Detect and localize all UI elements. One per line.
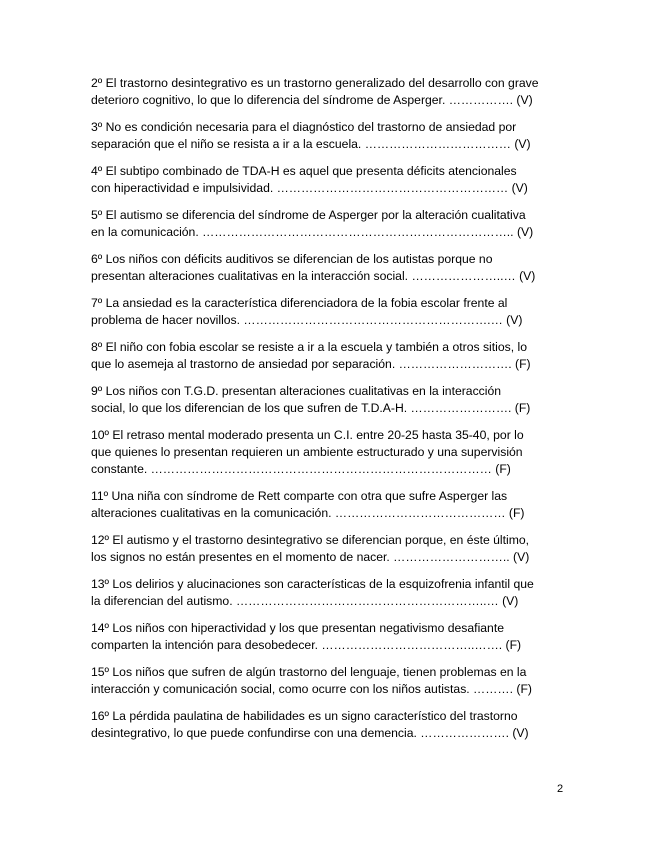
statement-item: [91, 576, 561, 610]
statement-item: [91, 163, 561, 197]
statement-line: problema de hacer novillos. …………………………………………………….… (V): [91, 313, 523, 327]
statement-line: 7º La ansiedad es la característica diferenciadora de la fobia escolar frente al: [91, 296, 508, 310]
statement-item: [91, 664, 561, 698]
statement-line: 12º El autismo y el trastorno desintegrativo se diferencian porque, en éste último,: [91, 533, 530, 547]
statement-item: [91, 295, 561, 329]
statement-line: interacción y comunicación social, como ocurre con los niños autistas. ………. (F): [91, 682, 532, 696]
statement-item: [91, 75, 561, 109]
statement-line: la diferencian del autismo. ……………………………………………………..… (V): [91, 594, 519, 608]
statement-item: [91, 532, 561, 566]
statement-line: deterioro cognitivo, lo que lo diferencia del síndrome de Asperger. ……………. (V): [91, 93, 533, 107]
statement-line: 13º Los delirios y alucinaciones son características de la esquizofrenia infantil que: [91, 577, 534, 591]
statement-item: [91, 708, 561, 742]
statement-line: 5º El autismo se diferencia del síndrome de Asperger por la alteración cualitativa: [91, 208, 526, 222]
statement-line: 6º Los niños con déficits auditivos se diferencian de los autistas porque no: [91, 252, 493, 266]
statement-line: 11º Una niña con síndrome de Rett comparte con otra que sufre Asperger las: [91, 489, 508, 503]
statement-item: [91, 119, 561, 153]
statement-line: 8º El niño con fobia escolar se resiste a ir a la escuela y también a otros sitios, lo: [91, 340, 527, 354]
statement-line: 3º No es condición necesaria para el diagnóstico del trastorno de ansiedad por: [91, 120, 517, 134]
statement-line: que quienes lo presentan requieren un ambiente estructurado y una supervisión: [91, 445, 523, 459]
statement-line: social, lo que los diferencian de los que sufren de T.D.A-H. ……………………. (F): [91, 401, 531, 415]
statement-line: 14º Los niños con hiperactividad y los que presentan negativismo desafiante: [91, 621, 504, 635]
statement-line: 4º El subtipo combinado de TDA-H es aquel que presenta déficits atencionales: [91, 164, 517, 178]
statement-line: con hiperactividad e impulsividad. ………………………………………………… (V): [91, 181, 528, 195]
statement-item: [91, 427, 561, 478]
page-number: 2: [557, 783, 564, 795]
statement-line: 9º Los niños con T.G.D. presentan alteraciones cualitativas en la interacción: [91, 384, 502, 398]
statement-list: [91, 75, 561, 752]
statement-item: [91, 207, 561, 241]
statement-line: separación que el niño se resista a ir a la escuela. ……………………………… (V): [91, 137, 531, 151]
statement-item: [91, 488, 561, 522]
statement-line: 2º El trastorno desintegrativo es un trastorno generalizado del desarrollo con grave: [91, 76, 539, 90]
statement-line: presentan alteraciones cualitativas en la interacción social. …………………..… (V): [91, 269, 536, 283]
statement-line: alteraciones cualitativas en la comunicación. …………………………………… (F): [91, 506, 525, 520]
statement-item: [91, 339, 561, 373]
statement-item: [91, 620, 561, 654]
statement-line: 10º El retraso mental moderado presenta un C.I. entre 20-25 hasta 35-40, por lo: [91, 428, 524, 442]
statement-line: que lo asemeja al trastorno de ansiedad por separación. ………………………. (F): [91, 357, 531, 371]
statement-line: en la comunicación. ………………………………………………………………….. (V): [91, 225, 534, 239]
statement-line: 15º Los niños que sufren de algún trastorno del lenguaje, tienen problemas en la: [91, 665, 527, 679]
statement-line: constante. ………………………………………………………………………… (F): [91, 462, 511, 476]
statement-line: 16º La pérdida paulatina de habilidades es un signo característico del trastorno: [91, 709, 518, 723]
statement-item: [91, 383, 561, 417]
statement-line: los signos no están presentes en el momento de nacer. ……………………….. (V): [91, 550, 530, 564]
statement-line: desintegrativo, lo que puede confundirse con una demencia. …………………. (V): [91, 726, 529, 740]
statement-item: [91, 251, 561, 285]
statement-line: comparten la intención para desobedecer. ………………………………..……. (F): [91, 638, 522, 652]
